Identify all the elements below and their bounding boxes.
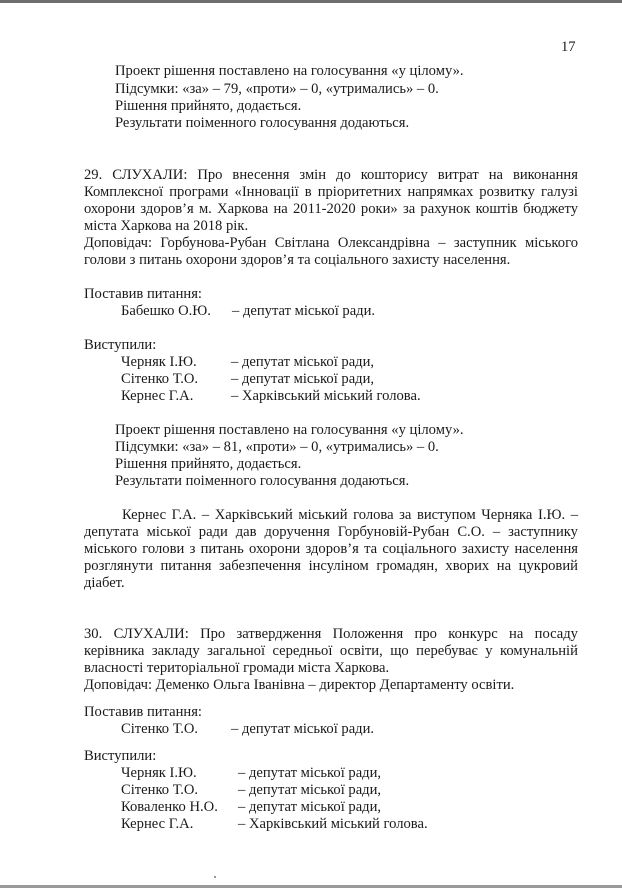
word: Доповідач: bbox=[84, 235, 153, 251]
word: комунальній bbox=[499, 643, 578, 659]
question-heading: Поставив питання: bbox=[84, 704, 202, 720]
speaker-name: Черняк І.Ю. bbox=[121, 765, 197, 781]
word: питань bbox=[200, 541, 244, 557]
speaker-role: – Харківський міський голова. bbox=[238, 816, 428, 832]
word: Харківський bbox=[214, 507, 293, 523]
speaker-role: – депутат міської ради, bbox=[238, 782, 382, 798]
word: на bbox=[496, 558, 512, 574]
word: до bbox=[336, 167, 351, 183]
word: конкурс bbox=[448, 626, 498, 642]
intro-line: Підсумки: «за» – 79, «проти» – 0, «утримались» – 0. bbox=[115, 81, 439, 97]
vote-line: Підсумки: «за» – 81, «проти» – 0, «утримались» – 0. bbox=[115, 439, 439, 455]
word: Кернес bbox=[122, 507, 167, 523]
word: 30. bbox=[84, 626, 103, 642]
word: охорони bbox=[249, 541, 301, 557]
justified-line bbox=[84, 525, 578, 540]
word: напрямках bbox=[407, 184, 474, 200]
speaker-name: Кернес Г.А. bbox=[121, 388, 194, 404]
person-name: Сітенко Т.О. bbox=[121, 721, 199, 737]
text-line: міста Харкова на 2018 рік. bbox=[84, 218, 249, 234]
scan-edge-top bbox=[0, 0, 622, 3]
word: рахунок bbox=[420, 201, 471, 217]
speaker-role: – депутат міської ради, bbox=[238, 799, 382, 815]
word: розвитку bbox=[479, 184, 535, 200]
scan-speck bbox=[214, 876, 216, 878]
word: за bbox=[402, 201, 416, 217]
word: СЛУХАЛИ: bbox=[113, 626, 189, 642]
speaker-role: – депутат міської ради, bbox=[238, 765, 382, 781]
word: з bbox=[189, 541, 196, 557]
word: І.Ю. bbox=[537, 507, 566, 523]
word: загальної bbox=[207, 643, 266, 659]
justified-line bbox=[84, 542, 578, 557]
word: Черняка bbox=[481, 507, 533, 523]
word: у bbox=[485, 643, 493, 659]
word: хворих bbox=[445, 558, 490, 574]
word: затвердження bbox=[236, 626, 322, 642]
word: виконання bbox=[512, 167, 578, 183]
word: посаду bbox=[534, 626, 578, 642]
word: забезпечення bbox=[219, 558, 301, 574]
word: захисту bbox=[461, 541, 510, 557]
speaker-name: Кернес Г.А. bbox=[121, 816, 194, 832]
text-line: діабет. bbox=[84, 575, 125, 591]
word: пріоритетних bbox=[317, 184, 402, 200]
word: змін bbox=[299, 167, 327, 183]
word: Про bbox=[200, 626, 226, 642]
word: Положення bbox=[332, 626, 404, 642]
justified-line bbox=[84, 559, 578, 574]
word: та bbox=[364, 541, 378, 557]
word: кошторису bbox=[360, 167, 428, 183]
word: доручення bbox=[264, 524, 330, 540]
speakers-heading: Виступили: bbox=[84, 748, 157, 764]
person-role: – депутат міської ради. bbox=[232, 303, 376, 319]
justified-line bbox=[84, 168, 578, 183]
person-name: Бабешко О.Ю. bbox=[121, 303, 211, 319]
word: освіти, bbox=[339, 643, 383, 659]
word: населення bbox=[514, 541, 578, 557]
speaker-role: – депутат міської ради, bbox=[231, 354, 375, 370]
justified-line bbox=[84, 644, 578, 659]
word: Г.А. bbox=[171, 507, 197, 523]
word: м. bbox=[198, 201, 212, 217]
text-line: власності територіальної громади міста Харкова. bbox=[84, 660, 390, 676]
word: на bbox=[509, 626, 524, 642]
word: міський bbox=[298, 507, 348, 523]
speaker-role: – Харківський міський голова. bbox=[231, 388, 421, 404]
word: ради bbox=[198, 524, 228, 540]
word: міського bbox=[525, 235, 578, 251]
word: на bbox=[488, 167, 503, 183]
speaker-name: Коваленко Н.О. bbox=[121, 799, 218, 815]
word: С.О. bbox=[457, 524, 485, 540]
justified-line bbox=[122, 508, 578, 523]
word: охорони bbox=[84, 201, 136, 217]
justified-line bbox=[84, 202, 578, 217]
word: програми bbox=[169, 184, 229, 200]
vote-line: Проект рішення поставлено на голосування «у цілому». bbox=[115, 422, 464, 438]
word: Горбунова-Рубан bbox=[160, 235, 267, 251]
intro-line: Рішення прийнято, додається. bbox=[115, 98, 302, 114]
word: про bbox=[414, 626, 437, 642]
word: розглянути bbox=[84, 558, 153, 574]
speaker-name: Сітенко Т.О. bbox=[121, 782, 199, 798]
word: голови bbox=[142, 541, 185, 557]
word: міської bbox=[146, 524, 191, 540]
word: перебуває bbox=[416, 643, 478, 659]
speakers-heading: Виступили: bbox=[84, 337, 157, 353]
intro-line: Проект рішення поставлено на голосування «у цілому». bbox=[115, 63, 464, 79]
question-heading: Поставив питання: bbox=[84, 286, 202, 302]
word: 29. bbox=[84, 167, 103, 183]
reporter-line: Доповідач: Деменко Ольга Іванівна – директор Департаменту освіти. bbox=[84, 677, 515, 693]
justified-line bbox=[84, 185, 578, 200]
word: здоров’я bbox=[305, 541, 359, 557]
word: що bbox=[390, 643, 409, 659]
word: Комплексної bbox=[84, 184, 164, 200]
word: цукровий bbox=[518, 558, 578, 574]
word: – bbox=[438, 235, 446, 251]
word: міського bbox=[84, 541, 137, 557]
word: дав bbox=[235, 524, 257, 540]
word: питання bbox=[160, 558, 212, 574]
word: голова bbox=[353, 507, 394, 523]
word: – bbox=[201, 507, 210, 523]
word: Горбуновій-Рубан bbox=[337, 524, 450, 540]
word: керівника bbox=[84, 643, 145, 659]
word: інсуліном bbox=[308, 558, 369, 574]
word: – bbox=[570, 507, 578, 523]
word: депутата bbox=[84, 524, 139, 540]
word: коштів bbox=[475, 201, 518, 217]
word: на bbox=[273, 201, 288, 217]
word: СЛУХАЛИ: bbox=[112, 167, 188, 183]
person-role: – депутат міської ради. bbox=[231, 721, 375, 737]
word: заступник bbox=[453, 235, 517, 251]
word: виступом bbox=[416, 507, 476, 523]
word: в bbox=[304, 184, 312, 200]
word: Харкова bbox=[217, 201, 269, 217]
speaker-role: – депутат міської ради, bbox=[231, 371, 375, 387]
justified-line bbox=[84, 236, 578, 251]
word: середньої bbox=[272, 643, 333, 659]
word: роки» bbox=[360, 201, 398, 217]
page-number: 17 bbox=[561, 39, 576, 55]
vote-line: Результати поіменного голосування додаються. bbox=[115, 473, 410, 489]
word: бюджету bbox=[523, 201, 578, 217]
word: заступнику bbox=[508, 524, 578, 540]
word: Про bbox=[197, 167, 223, 183]
word: – bbox=[492, 524, 501, 540]
word: Світлана bbox=[274, 235, 330, 251]
word: соціального bbox=[382, 541, 457, 557]
text-line: голови з питань охорони здоров’я та соціального захисту населення. bbox=[84, 252, 511, 268]
intro-line: Результати поіменного голосування додаються. bbox=[115, 115, 410, 131]
word: громадян, bbox=[376, 558, 438, 574]
word: за bbox=[399, 507, 412, 523]
speaker-name: Сітенко Т.О. bbox=[121, 371, 199, 387]
word: внесення bbox=[232, 167, 290, 183]
speaker-name: Черняк І.Ю. bbox=[121, 354, 197, 370]
word: Олександрівна bbox=[337, 235, 430, 251]
word: витрат bbox=[437, 167, 479, 183]
word: здоров’я bbox=[140, 201, 194, 217]
word: галузі bbox=[540, 184, 578, 200]
word: «Інновації bbox=[234, 184, 299, 200]
justified-line bbox=[84, 627, 578, 642]
word: 2011-2020 bbox=[292, 201, 356, 217]
vote-line: Рішення прийнято, додається. bbox=[115, 456, 302, 472]
word: закладу bbox=[151, 643, 200, 659]
